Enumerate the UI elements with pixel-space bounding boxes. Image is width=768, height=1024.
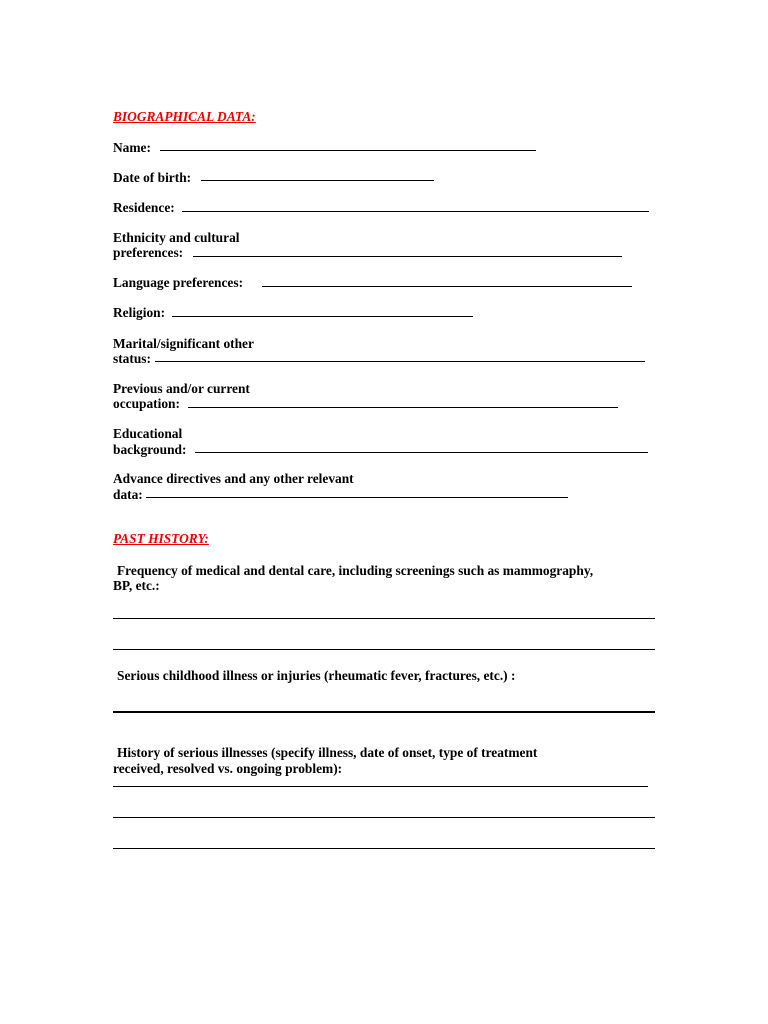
- education-label-line2: background:: [113, 442, 187, 457]
- serious-answer-line-2[interactable]: [113, 817, 655, 818]
- marital-label-line2: status:: [113, 351, 151, 366]
- dob-field-line[interactable]: [201, 180, 434, 181]
- name-field-line[interactable]: [160, 150, 536, 151]
- religion-field-line[interactable]: [172, 316, 473, 317]
- serious-answer-line-1[interactable]: [113, 786, 648, 787]
- occupation-field-line[interactable]: [188, 407, 618, 408]
- ethnicity-field-line[interactable]: [193, 256, 622, 257]
- education-label-line1: Educational: [113, 426, 183, 441]
- frequency-answer-line-2[interactable]: [113, 649, 655, 650]
- education-field-line[interactable]: [195, 452, 648, 453]
- serious-answer-line-3[interactable]: [113, 848, 655, 849]
- occupation-label-line1: Previous and/or current: [113, 381, 250, 396]
- religion-label: Religion:: [113, 305, 166, 320]
- ethnicity-label-line2: preferences:: [113, 245, 184, 260]
- childhood-answer-line[interactable]: [113, 711, 655, 713]
- residence-field-line[interactable]: [182, 211, 649, 212]
- language-field-line[interactable]: [262, 286, 632, 287]
- marital-label-line1: Marital/significant other: [113, 336, 254, 351]
- advance-field-line[interactable]: [146, 497, 568, 498]
- residence-label: Residence:: [113, 200, 175, 215]
- dob-label: Date of birth:: [113, 170, 192, 185]
- serious-label-line1: History of serious illnesses (specify illness, date of onset, type of treatment: [117, 745, 538, 760]
- frequency-label-line1: Frequency of medical and dental care, including screenings such as mammography,: [117, 563, 594, 578]
- ethnicity-label-line1: Ethnicity and cultural: [113, 230, 240, 245]
- frequency-answer-line-1[interactable]: [113, 618, 655, 619]
- serious-label-line2: received, resolved vs. ongoing problem):: [113, 761, 343, 776]
- language-label: Language preferences:: [113, 275, 244, 290]
- marital-field-line[interactable]: [155, 361, 645, 362]
- occupation-label-line2: occupation:: [113, 396, 180, 411]
- past-history-heading: PAST HISTORY:: [113, 531, 209, 546]
- biographical-heading: BIOGRAPHICAL DATA:: [113, 109, 256, 124]
- name-label: Name:: [113, 140, 151, 155]
- advance-label-line2: data:: [113, 487, 143, 502]
- frequency-label-line2: BP, etc.:: [113, 578, 160, 593]
- advance-label-line1: Advance directives and any other relevant: [113, 471, 354, 486]
- childhood-label: Serious childhood illness or injuries (rheumatic fever, fractures, etc.) :: [117, 668, 516, 683]
